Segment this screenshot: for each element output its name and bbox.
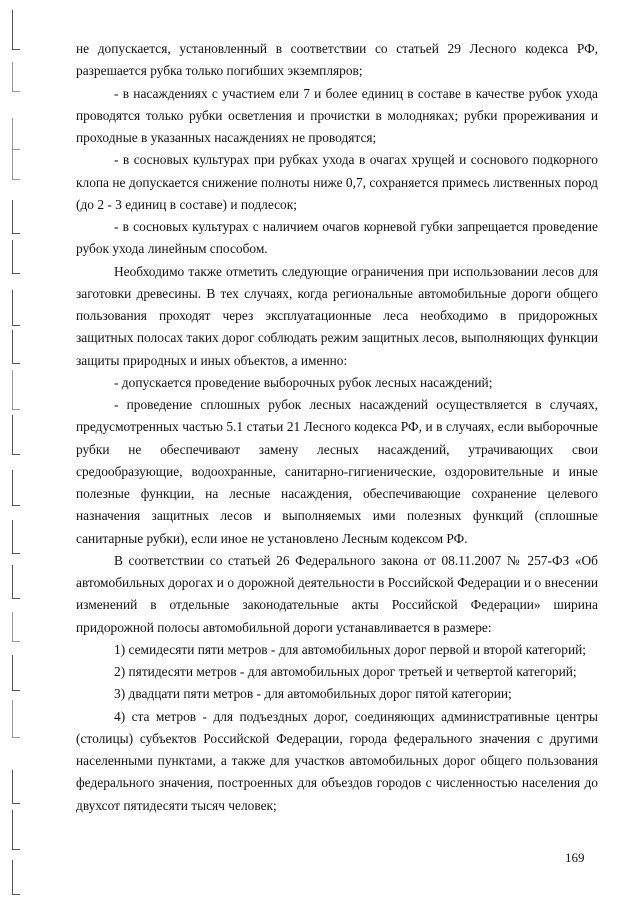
margin-mark (12, 290, 13, 326)
margin-mark (12, 62, 13, 92)
margin-mark (12, 370, 13, 410)
margin-mark (12, 415, 13, 455)
paragraph: - допускается проведение выборочных рубок лесных насаждений; (114, 374, 493, 390)
paragraph: Необходимо также отметить следующие ограничения при использовании лесов для заготовки древесины. В тех случаях, когда региональные автомобильные дороги общего пользования проходят через эксплуатационные леса необходимо в придорожных защитных полосах таких дорог соблюдать режим защитных лесов, выполняющих функции защиты природных и иных объектов, а именно: (76, 263, 598, 368)
margin-mark (12, 470, 13, 506)
margin-mark (12, 565, 13, 599)
margin-mark (12, 200, 13, 234)
paragraph: 2) пятидесяти метров - для автомобильных дорог третьей и четвертой категорий; (114, 664, 577, 679)
margin-mark (12, 612, 13, 642)
margin-mark (12, 700, 13, 738)
paragraph: 3) двадцати пяти метров - для автомобильных дорог пятой категории; (114, 686, 512, 702)
body-text (76, 38, 598, 817)
margin-mark (12, 10, 13, 50)
margin-mark (12, 770, 13, 804)
scan-margin-marks (0, 0, 30, 905)
paragraph: - в насаждениях с участием ели 7 и более единиц в составе в качестве рубок ухода проводятся только рубки осветления и прочистки в молодняках; рубки прореживания и проходные в указанных насаждениях не проводятся; (76, 85, 598, 145)
margin-mark (12, 240, 13, 274)
paragraph: - в сосновых культурах с наличием очагов корневой губки запрещается проведение рубок ухода линейным способом. (76, 219, 598, 257)
paragraph: не допускается, установленный в соответствии со статьей 29 Лесного кодекса РФ, разрешается рубка только погибших экземпляров; (76, 41, 598, 79)
page-number: 169 (565, 850, 585, 865)
margin-mark (12, 330, 13, 364)
paragraph: В соответствии со статьей 26 Федерального закона от 08.11.2007 № 257-ФЗ «Об автомобильных дорогах и о дорожной деятельности в Российской Федерации и о внесении изменений в отдельные законодательные акты Российской Федерации» ширина придорожной полосы автомобильной дороги устанавливается в размере: (76, 552, 598, 635)
margin-mark (12, 810, 13, 850)
paragraph: - проведение сплошных рубок лесных насаждений осуществляется в случаях, предусмотренных частью 5.1 статьи 21 Лесного кодекса РФ, и в случаях, если выборочные рубки не обеспечивают замену лесных насаждений, утрачивающих свои средообразующие, водоохранные, санитарно-гигиенические, оздоровительные и иные полезные функции, на лесные насаждения, обеспечивающие сохранение целевого назначения защитных лесов и выполняемых ими полезных функций (сплошные санитарные рубки), если иное не установлено Лесным кодексом РФ. (76, 397, 598, 546)
paragraph: - в сосновых культурах при рубках ухода в очагах хрущей и соснового подкорного клопа не допускается снижение полноты ниже 0,7, сохраняется примесь лиственных пород (до 2 - 3 единиц в составе) и подлесок; (76, 152, 598, 212)
paragraph: 1) семидесяти пяти метров - для автомобильных дорог первой и второй категорий; (114, 641, 586, 657)
margin-mark (12, 655, 13, 691)
margin-mark (12, 520, 13, 554)
paragraph: 4) ста метров - для подъездных дорог, соединяющих административные центры (столицы) субъектов Российской Федерации, города федерального значения с другими населенными пунктами, а также для участков автомобильных дорог общего пользования федерального значения, построенных для объездов городов с численностью населения до двухсот пятидесяти тысяч человек; (76, 708, 598, 813)
margin-mark (12, 118, 13, 150)
margin-mark (12, 150, 13, 180)
margin-mark (12, 860, 13, 895)
